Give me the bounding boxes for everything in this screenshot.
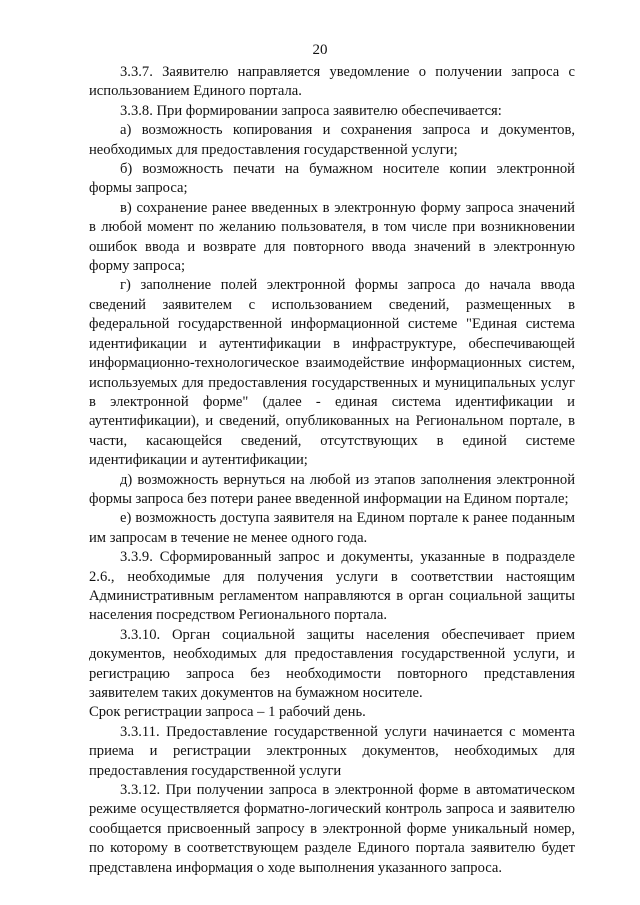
list-item-b: б) возможность печати на бумажном носителе копии электронной формы запроса; <box>89 161 575 197</box>
list-item-a: а) возможность копирования и сохранения запроса и документов, необходимых для предоставления государственной услуги; <box>89 122 575 158</box>
page-number: 20 <box>312 42 328 58</box>
list-item-e: е) возможность доступа заявителя на Едином портале к ранее поданным им запросам в течение не менее одного года. <box>89 510 575 546</box>
list-item-v: в) сохранение ранее введенных в электронную форму запроса значений в любой момент по желанию пользователя, в том числе при возникновении ошибок ввода и возврате для повторного ввода значений в электронную форму запроса; <box>89 199 575 275</box>
paragraph-3-3-10: 3.3.10. Орган социальной защиты населения обеспечивает прием документов, необходимых для предоставления государственной услуги, и регистрацию запроса без необходимости повторного представления заявителем таких документов на бумажном носителе. <box>89 626 575 701</box>
paragraph-3-3-7: 3.3.7. Заявителю направляется уведомление о получении запроса с использованием Единого портала. <box>89 64 575 100</box>
list-item-d: д) возможность вернуться на любой из этапов заполнения электронной формы запроса без потери ранее введенной информации на Едином портале; <box>89 471 575 507</box>
paragraph-3-3-9: 3.3.9. Сформированный запрос и документы, указанные в подразделе 2.6., необходимые для получения услуги в соответствии настоящим Административным регламентом направляются в орган социальной защиты населения посредством Регионального портала. <box>89 549 575 624</box>
document-body <box>89 63 575 878</box>
paragraph-3-3-11: 3.3.11. Предоставление государственной услуги начинается с момента приема и регистрации электронных документов, необходимых для предоставления государственной услуги <box>89 723 575 779</box>
list-item-g: г) заполнение полей электронной формы запроса до начала ввода сведений заявителем с использованием сведений, размещенных в федеральной государственной информационной системе "Единая система идентификации и аутентификации в инфраструктуре, обеспечивающей информационно-технологическое взаимодействие информационных систем, используемых для предоставления государственных и муниципальных услуг в электронной форме" (далее - единая система идентификации и аутентификации), и сведений, опубликованных на Региональном портале, в части, касающейся сведений, отсутствующих в единой системе идентификации и аутентификации; <box>89 277 575 469</box>
paragraph-3-3-12: 3.3.12. При получении запроса в электронной форме в автоматическом режиме осуществляется форматно-логический контроль запроса и заявителю сообщается присвоенный запросу в электронной форме уникальный номер, по которому в соответствующем разделе Единого портала заявителю будет представлена информация о ходе выполнения указанного запроса. <box>89 782 575 876</box>
paragraph-3-3-8: 3.3.8. При формировании запроса заявителю обеспечивается: <box>120 102 502 119</box>
registration-term: Срок регистрации запроса – 1 рабочий день. <box>89 704 366 721</box>
